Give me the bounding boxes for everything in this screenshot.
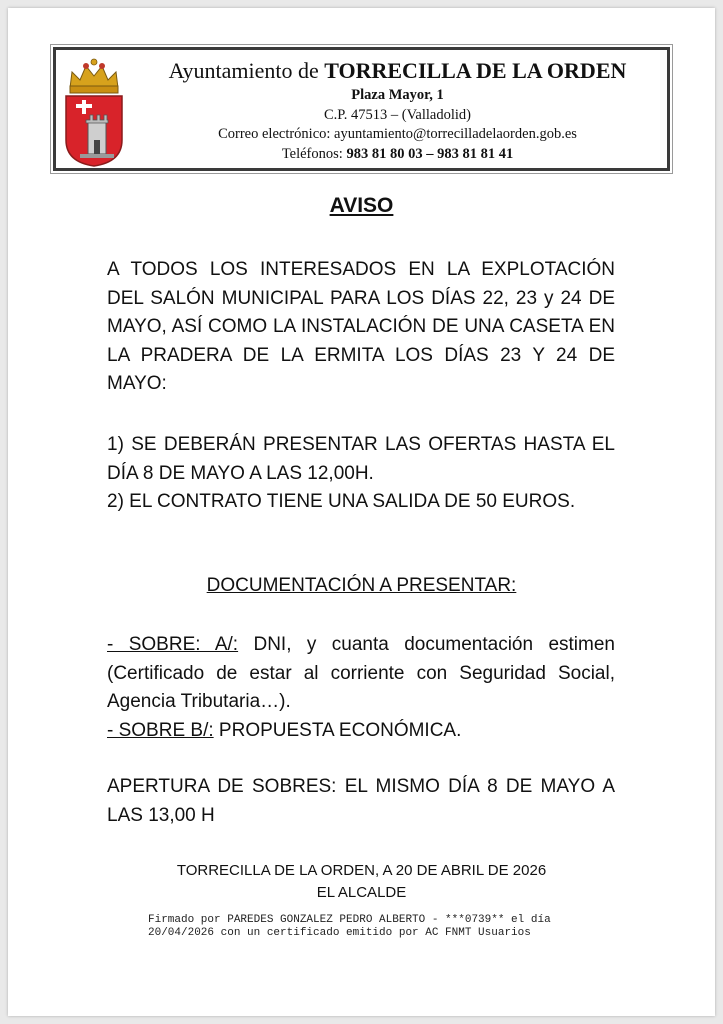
envelope-a [107, 631, 615, 717]
letterhead-box [53, 47, 670, 171]
notice-points [107, 431, 615, 517]
intro-paragraph: A TODOS LOS INTERESADOS EN LA EXPLOTACIÓN DEL SALÓN MUNICIPAL PARA LOS DÍAS 22, 23 y 24 DE MAYO, ASÍ COMO LA INSTALACIÓN DE UNA CASETA EN LA PRADERA DE LA ERMITA LOS DÍAS 23 Y 24 DE MAYO: [107, 259, 615, 395]
council-phones-line [136, 145, 659, 165]
email-label: Correo electrónico: [218, 126, 335, 142]
envelope-a-text: DNI, y cuanta documentación estimen (Certificado de estar al corriente con Seguridad Social, Agencia Tributaria…). [107, 634, 615, 713]
signature-line-1: Firmado por PAREDES GONZALEZ PEDRO ALBERTO - ***0739** el día [148, 914, 551, 926]
phone-numbers: 983 81 80 03 – 983 81 81 41 [346, 145, 514, 162]
footer [0, 860, 723, 904]
council-email-line [136, 125, 659, 145]
place-date: TORRECILLA DE LA ORDEN, A 20 DE ABRIL DE 2026 [176, 862, 547, 879]
signature-line-2: 20/04/2026 con un certificado emitido por AC FNMT Usuarios [148, 927, 531, 939]
envelope-b-text: PROPUESTA ECONÓMICA. [213, 719, 462, 741]
municipal-coat-of-arms-icon [62, 58, 126, 168]
envelope-b [107, 717, 615, 746]
phones-label: Teléfonos: [281, 145, 347, 162]
council-title [136, 56, 659, 86]
point-1: 1) SE DEBERÁN PRESENTAR LAS OFERTAS HASTA EL DÍA 8 DE MAYO A LAS 12,00H. [107, 434, 615, 484]
documentation-heading: DOCUMENTACIÓN A PRESENTAR: [206, 575, 517, 596]
point-2: 2) EL CONTRATO TIENE UNA SALIDA DE 50 EUROS. [107, 491, 576, 513]
letterhead-text [136, 56, 659, 164]
council-postal-code: C.P. 47513 – (Valladolid) [323, 106, 471, 123]
notice-intro [107, 256, 615, 399]
opening-paragraph: APERTURA DE SOBRES: EL MISMO DÍA 8 DE MAYO A LAS 13,00 H [107, 776, 615, 826]
opening-section [107, 773, 615, 830]
envelope-b-label: - SOBRE B/: [107, 719, 214, 741]
council-address: Plaza Mayor, 1 [351, 87, 444, 103]
envelope-a-label: - SOBRE: A/: [107, 634, 239, 655]
signer-role: EL ALCALDE [316, 884, 407, 901]
council-title-prefix: Ayuntamiento de [168, 58, 325, 83]
council-name: TORRECILLA DE LA ORDEN [324, 58, 627, 83]
envelopes-section [107, 631, 615, 745]
notice-heading: AVISO [329, 194, 394, 217]
email-address: ayuntamiento@torrecilladelaorden.gob.es [334, 126, 577, 142]
digital-signature-note [148, 914, 588, 940]
